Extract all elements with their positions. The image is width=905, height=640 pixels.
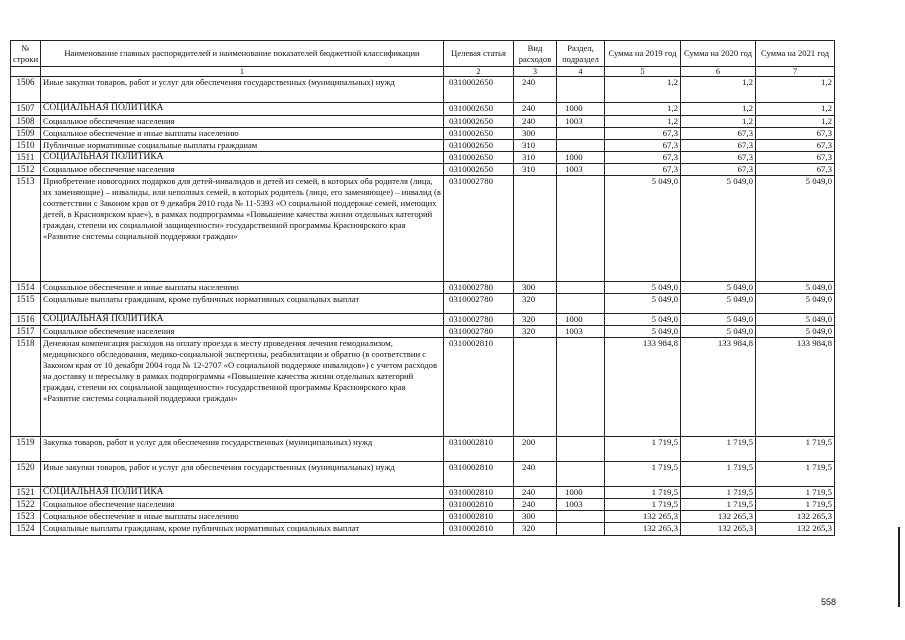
table-row (11, 326, 835, 338)
row-name: Закупка товаров, работ и услуг для обеспечения государственных (муниципальных) нужд (41, 437, 444, 462)
row-section: 1000 (557, 103, 605, 116)
row-number: 1523 (11, 511, 41, 523)
row-name: Социальное обеспечение населения (41, 116, 444, 128)
table-row (11, 164, 835, 176)
column-number: 6 (681, 67, 756, 77)
row-target-article: 0310002650 (444, 116, 514, 128)
row-sum-2019: 67,3 (605, 152, 681, 164)
header-sum-2020: Сумма на 2020 год (681, 41, 756, 67)
row-target-article: 0310002810 (444, 462, 514, 487)
row-target-article: 0310002810 (444, 437, 514, 462)
table-row (11, 437, 835, 462)
row-sum-2021: 5 049,0 (756, 176, 835, 282)
row-sum-2021: 1 719,5 (756, 462, 835, 487)
row-sum-2019: 5 049,0 (605, 294, 681, 314)
row-expense-type: 300 (514, 511, 557, 523)
row-sum-2020: 5 049,0 (681, 294, 756, 314)
row-section (557, 128, 605, 140)
row-name: Приобретение новогодних подарков для детей-инвалидов и детей из семей, в которых оба родителя (лица, их заменяющие) – инвалиды, или неполных семей, в которых родитель (лицо, его заменяющее) – инвалид (в соответствии с Законом края от 9 декабря 2010 года № 11-5393 «О социальной поддержке семей, имеющих детей, в Красноярском крае»), в рамках подпрограммы «Повышение качества жизни отдельных категорий граждан, степени их социальной защищенности» государственной программы Красноярского края «Развитие системы социальной поддержки граждан» (41, 176, 444, 282)
header-section: Раздел, подраздел (557, 41, 605, 67)
row-expense-type: 300 (514, 128, 557, 140)
row-section: 1000 (557, 314, 605, 326)
row-number: 1517 (11, 326, 41, 338)
row-target-article: 0310002810 (444, 487, 514, 499)
row-target-article: 0310002810 (444, 511, 514, 523)
row-sum-2021: 1 719,5 (756, 499, 835, 511)
row-number: 1520 (11, 462, 41, 487)
row-section: 1003 (557, 499, 605, 511)
header-target-article: Целевая статья (444, 41, 514, 67)
row-section (557, 511, 605, 523)
row-sum-2020: 1 719,5 (681, 487, 756, 499)
row-expense-type: 240 (514, 462, 557, 487)
row-number: 1513 (11, 176, 41, 282)
column-number: 1 (41, 67, 444, 77)
row-name: Иные закупки товаров, работ и услуг для обеспечения государственных (муниципальных) нужд (41, 462, 444, 487)
row-section: 1003 (557, 164, 605, 176)
row-sum-2021: 5 049,0 (756, 314, 835, 326)
table-row (11, 176, 835, 282)
row-expense-type (514, 176, 557, 282)
row-sum-2021: 67,3 (756, 128, 835, 140)
row-target-article: 0310002650 (444, 140, 514, 152)
row-expense-type: 300 (514, 282, 557, 294)
table-row (11, 128, 835, 140)
row-section (557, 437, 605, 462)
column-number: 5 (605, 67, 681, 77)
row-number: 1507 (11, 103, 41, 116)
row-number: 1516 (11, 314, 41, 326)
row-sum-2021: 1,2 (756, 116, 835, 128)
row-expense-type: 310 (514, 164, 557, 176)
row-sum-2020: 67,3 (681, 164, 756, 176)
row-sum-2021: 1,2 (756, 103, 835, 116)
row-name: Социальное обеспечение населения (41, 326, 444, 338)
row-sum-2021: 133 984,8 (756, 338, 835, 437)
row-sum-2021: 1 719,5 (756, 487, 835, 499)
table-row (11, 294, 835, 314)
row-name: Социальное обеспечение населения (41, 164, 444, 176)
row-sum-2020: 132 265,3 (681, 523, 756, 536)
row-section (557, 462, 605, 487)
budget-document (10, 40, 835, 536)
row-sum-2019: 67,3 (605, 128, 681, 140)
row-section: 1000 (557, 487, 605, 499)
row-number: 1524 (11, 523, 41, 536)
row-number: 1522 (11, 499, 41, 511)
row-sum-2019: 1 719,5 (605, 462, 681, 487)
row-sum-2020: 1,2 (681, 103, 756, 116)
row-sum-2019: 67,3 (605, 164, 681, 176)
column-number: 4 (557, 67, 605, 77)
row-sum-2020: 1,2 (681, 77, 756, 103)
row-sum-2021: 5 049,0 (756, 282, 835, 294)
row-target-article: 0310002780 (444, 176, 514, 282)
column-number: 2 (444, 67, 514, 77)
header-expense-type: Вид расходов (514, 41, 557, 67)
row-sum-2021: 5 049,0 (756, 326, 835, 338)
row-sum-2021: 67,3 (756, 140, 835, 152)
row-number: 1514 (11, 282, 41, 294)
row-expense-type: 240 (514, 103, 557, 116)
row-sum-2020: 5 049,0 (681, 176, 756, 282)
row-number: 1509 (11, 128, 41, 140)
row-section (557, 176, 605, 282)
row-sum-2020: 1 719,5 (681, 437, 756, 462)
table-row (11, 487, 835, 499)
row-name: СОЦИАЛЬНАЯ ПОЛИТИКА (41, 487, 444, 499)
row-sum-2020: 133 984,8 (681, 338, 756, 437)
header-sum-2019: Сумма на 2019 год (605, 41, 681, 67)
row-expense-type: 310 (514, 140, 557, 152)
column-number: 3 (514, 67, 557, 77)
table-row (11, 314, 835, 326)
row-sum-2019: 5 049,0 (605, 282, 681, 294)
row-expense-type: 200 (514, 437, 557, 462)
row-sum-2019: 1 719,5 (605, 437, 681, 462)
row-section: 1003 (557, 116, 605, 128)
row-section (557, 140, 605, 152)
row-sum-2019: 1,2 (605, 77, 681, 103)
row-sum-2021: 5 049,0 (756, 294, 835, 314)
scan-edge-mark (898, 527, 900, 607)
row-target-article: 0310002650 (444, 128, 514, 140)
header-row-number: № строки (11, 41, 41, 67)
row-sum-2021: 132 265,3 (756, 523, 835, 536)
column-number-row (11, 67, 835, 77)
row-section: 1000 (557, 152, 605, 164)
table-header-row (11, 41, 835, 67)
row-number: 1518 (11, 338, 41, 437)
row-sum-2020: 1 719,5 (681, 462, 756, 487)
row-name: СОЦИАЛЬНАЯ ПОЛИТИКА (41, 103, 444, 116)
row-sum-2020: 5 049,0 (681, 282, 756, 294)
row-expense-type: 240 (514, 116, 557, 128)
row-sum-2019: 1,2 (605, 116, 681, 128)
row-name: Иные закупки товаров, работ и услуг для обеспечения государственных (муниципальных) нужд (41, 77, 444, 103)
row-sum-2021: 67,3 (756, 164, 835, 176)
table-row (11, 523, 835, 536)
row-name: Социальное обеспечение населения (41, 499, 444, 511)
row-sum-2020: 1 719,5 (681, 499, 756, 511)
table-row (11, 152, 835, 164)
table-row (11, 338, 835, 437)
row-expense-type: 240 (514, 499, 557, 511)
row-expense-type: 240 (514, 77, 557, 103)
row-sum-2019: 5 049,0 (605, 326, 681, 338)
row-sum-2019: 67,3 (605, 140, 681, 152)
row-expense-type: 320 (514, 314, 557, 326)
row-sum-2019: 1 719,5 (605, 487, 681, 499)
table-row (11, 140, 835, 152)
row-section (557, 294, 605, 314)
row-name: Социальное обеспечение и иные выплаты населению (41, 511, 444, 523)
row-name: Социальные выплаты гражданам, кроме публичных нормативных социальных выплат (41, 523, 444, 536)
row-sum-2020: 67,3 (681, 128, 756, 140)
row-sum-2021: 67,3 (756, 152, 835, 164)
row-number: 1511 (11, 152, 41, 164)
column-number: 7 (756, 67, 835, 77)
row-sum-2020: 5 049,0 (681, 314, 756, 326)
row-expense-type: 310 (514, 152, 557, 164)
row-target-article: 0310002650 (444, 152, 514, 164)
row-target-article: 0310002650 (444, 103, 514, 116)
column-number (11, 67, 41, 77)
row-number: 1519 (11, 437, 41, 462)
row-section (557, 77, 605, 103)
row-target-article: 0310002650 (444, 77, 514, 103)
row-number: 1521 (11, 487, 41, 499)
row-sum-2020: 5 049,0 (681, 326, 756, 338)
row-name: СОЦИАЛЬНАЯ ПОЛИТИКА (41, 314, 444, 326)
row-sum-2019: 1 719,5 (605, 499, 681, 511)
row-number: 1508 (11, 116, 41, 128)
row-target-article: 0310002650 (444, 164, 514, 176)
row-section (557, 338, 605, 437)
row-name: Публичные нормативные социальные выплаты гражданам (41, 140, 444, 152)
row-sum-2021: 1,2 (756, 77, 835, 103)
row-expense-type (514, 338, 557, 437)
row-name: Социальное обеспечение и иные выплаты населению (41, 282, 444, 294)
row-target-article: 0310002780 (444, 314, 514, 326)
header-sum-2021: Сумма на 2021 год (756, 41, 835, 67)
row-section: 1003 (557, 326, 605, 338)
row-target-article: 0310002810 (444, 499, 514, 511)
row-sum-2019: 132 265,3 (605, 523, 681, 536)
row-target-article: 0310002780 (444, 282, 514, 294)
row-sum-2019: 5 049,0 (605, 176, 681, 282)
row-name: СОЦИАЛЬНАЯ ПОЛИТИКА (41, 152, 444, 164)
row-section (557, 523, 605, 536)
row-target-article: 0310002780 (444, 326, 514, 338)
header-name: Наименование главных распорядителей и наименование показателей бюджетной классификации (41, 41, 444, 67)
row-name: Денежная компенсация расходов на оплату проезда к месту проведения лечения гемодиализом, медицинского обследования, медико-социальной экспертизы, реабилитации и обратно (в соответствии с Законом края от 10 декабря 2004 года № 12-2707 «О социальной поддержке инвалидов») с учетом расходов на доставку и пересылку в рамках подпрограммы «Повышение качества жизни отдельных категорий граждан, степени их социальной защищенности» государственной программы Красноярского края «Развитие системы социальной поддержки граждан» (41, 338, 444, 437)
table-row (11, 77, 835, 103)
row-sum-2020: 1,2 (681, 116, 756, 128)
table-body (11, 77, 835, 536)
row-sum-2020: 132 265,3 (681, 511, 756, 523)
row-expense-type: 320 (514, 326, 557, 338)
row-sum-2020: 67,3 (681, 152, 756, 164)
row-target-article: 0310002810 (444, 338, 514, 437)
row-sum-2019: 1,2 (605, 103, 681, 116)
row-number: 1506 (11, 77, 41, 103)
row-sum-2019: 133 984,8 (605, 338, 681, 437)
row-sum-2019: 5 049,0 (605, 314, 681, 326)
row-target-article: 0310002810 (444, 523, 514, 536)
row-sum-2021: 132 265,3 (756, 511, 835, 523)
page-number: 558 (821, 597, 837, 607)
row-sum-2019: 132 265,3 (605, 511, 681, 523)
table-row (11, 116, 835, 128)
row-section (557, 282, 605, 294)
row-number: 1515 (11, 294, 41, 314)
budget-table (10, 40, 835, 536)
row-expense-type: 240 (514, 487, 557, 499)
table-row (11, 462, 835, 487)
row-target-article: 0310002780 (444, 294, 514, 314)
row-name: Социальное обеспечение и иные выплаты населению (41, 128, 444, 140)
table-row (11, 499, 835, 511)
row-name: Социальные выплаты гражданам, кроме публичных нормативных социальных выплат (41, 294, 444, 314)
table-row (11, 282, 835, 294)
row-expense-type: 320 (514, 294, 557, 314)
row-sum-2021: 1 719,5 (756, 437, 835, 462)
table-row (11, 103, 835, 116)
row-sum-2020: 67,3 (681, 140, 756, 152)
row-number: 1512 (11, 164, 41, 176)
table-row (11, 511, 835, 523)
row-expense-type: 320 (514, 523, 557, 536)
row-number: 1510 (11, 140, 41, 152)
